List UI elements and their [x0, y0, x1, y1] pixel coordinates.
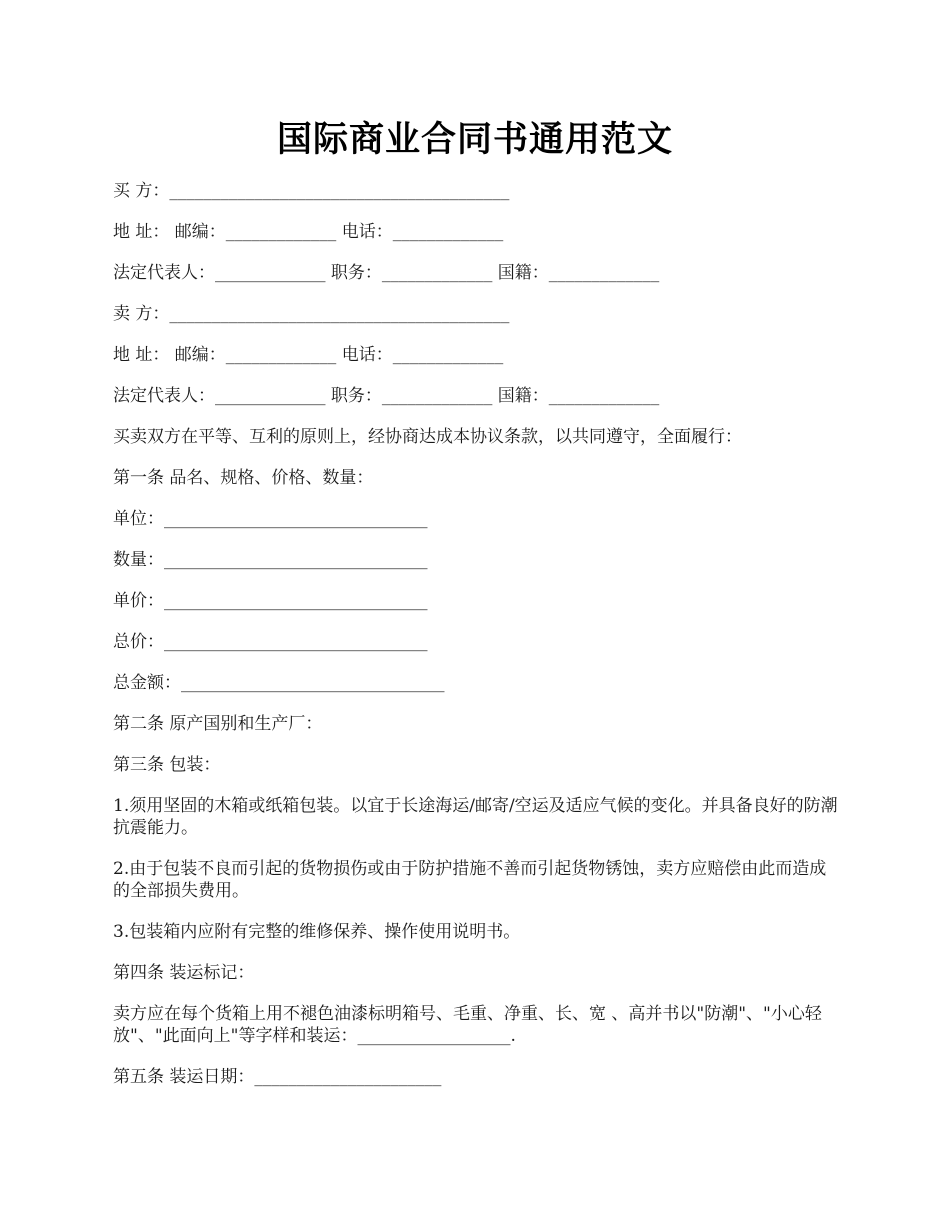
- unit-line: 单位：_______________________________: [113, 509, 428, 529]
- contract-body: [113, 180, 838, 1107]
- buyer-address-line: 地 址： 邮编：_____________ 电话：_____________: [113, 222, 504, 242]
- quantity-line: 数量：_______________________________: [113, 550, 428, 570]
- shipping-marks-paragraph: 卖方应在每个货箱上用不褪色油漆标明箱号、毛重、净重、长、宽 、高并书以"防潮"、"小心轻放"、"此面向上"等字样和装运：__________________.: [113, 1004, 822, 1046]
- unit-price-line: 单价：_______________________________: [113, 591, 428, 611]
- total-amount-line: 总金额：_______________________________: [113, 673, 445, 693]
- packing-clause-2: 2.由于包装不良而引起的货物损伤或由于防护措施不善而引起货物锈蚀，卖方应赔偿由此而造成的全部损失费用。: [113, 859, 827, 901]
- buyer-representative-line: 法定代表人：_____________ 职务：_____________ 国籍：_____________: [113, 263, 660, 283]
- article-5-heading: 第五条 装运日期：______________________: [113, 1067, 442, 1087]
- total-price-line: 总价：_______________________________: [113, 632, 428, 652]
- article-2-heading: 第二条 原产国别和生产厂：: [113, 714, 323, 734]
- seller-address-line: 地 址： 邮编：_____________ 电话：_____________: [113, 345, 504, 365]
- article-3-heading: 第三条 包装：: [113, 755, 221, 775]
- seller-representative-line: 法定代表人：_____________ 职务：_____________ 国籍：_____________: [113, 386, 660, 406]
- seller-line: 卖 方：________________________________________: [113, 304, 510, 324]
- document-title: 国际商业合同书通用范文: [276, 119, 673, 160]
- buyer-line: 买 方：________________________________________: [113, 181, 510, 201]
- packing-clause-1: 1.须用坚固的木箱或纸箱包装。以宜于长途海运/邮寄/空运及适应气候的变化。并具备良好的防潮抗震能力。: [113, 796, 838, 838]
- packing-clause-3: 3.包装箱内应附有完整的维修保养、操作使用说明书。: [113, 922, 521, 942]
- article-4-heading: 第四条 装运标记：: [113, 963, 255, 983]
- article-1-heading: 第一条 品名、规格、价格、数量：: [113, 468, 374, 488]
- preamble-paragraph: 买卖双方在平等、互利的原则上，经协商达成本协议条款，以共同遵守，全面履行：: [113, 427, 742, 447]
